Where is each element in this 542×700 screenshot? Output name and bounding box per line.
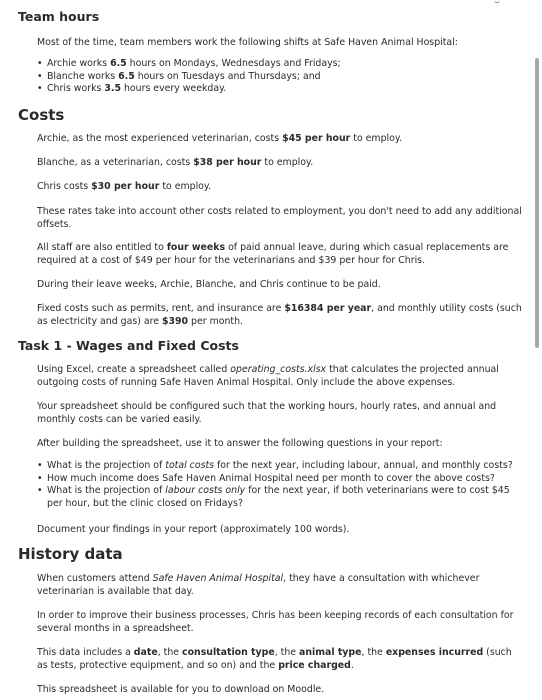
costs-heading: Costs: [18, 106, 65, 124]
fixed-costs-paragraph: Fixed costs such as permits, rent, and insurance are $16384 per year, and monthly utility costs (such as electricity and gas) are $390 per month.: [37, 303, 522, 327]
cost-blanche: Blanche, as a veterinarian, costs $38 per hour to employ.: [37, 157, 314, 168]
question-list: [37, 460, 517, 510]
history-p1: When customers attend Safe Haven Animal Hospital, they have a consultation with whichever veterinarian is available that day.: [37, 573, 480, 597]
cost-archie: Archie, as the most experienced veterinarian, costs $45 per hour to employ.: [37, 133, 403, 144]
task1-after: After building the spreadsheet, use it to answer the following questions in your report:: [37, 438, 443, 449]
task1-heading: Task 1 - Wages and Fixed Costs: [18, 338, 239, 353]
shift-item-blanche: • Blanche works 6.5 hours on Tuesdays and Thursdays; and: [37, 71, 517, 84]
annual-leave-paragraph: All staff are also entitled to four weeks of paid annual leave, during which casual replacements are required at a cost of $49 per hour for the veterinarians and $39 per hour for Chris.: [37, 242, 509, 266]
task1-config: Your spreadsheet should be configured such that the working hours, hourly rates, and annual and monthly costs can be varied easily.: [37, 401, 497, 425]
shift-list: [37, 58, 517, 96]
rates-note: These rates take into account other costs related to employment, you don't need to add any additional offsets.: [37, 206, 522, 230]
history-p3: This data includes a date, the consultation type, the animal type, the expenses incurred (such as tests, protective equipment, and so on) and the price charged.: [37, 647, 512, 671]
history-heading: History data: [18, 545, 123, 563]
task1-intro: Using Excel, create a spreadsheet called operating_costs.xlsx that calculates the projected annual outgoing costs of running Safe Haven Animal Hospital. Only include the above expenses.: [37, 364, 499, 388]
question-item-labour-costs: • What is the projection of labour costs only for the next year, if both veterinarians were to cost $45 per hour, but the clinic closed on Fridays?: [37, 485, 517, 510]
shift-item-archie: • Archie works 6.5 hours on Mondays, Wednesdays and Fridays;: [37, 58, 517, 71]
cost-chris: Chris costs $30 per hour to employ.: [37, 181, 212, 192]
history-p4: This spreadsheet is available for you to download on Moodle.: [37, 684, 325, 695]
question-item-total-costs: • What is the projection of total costs for the next year, including labour, annual, and monthly costs?: [37, 460, 517, 473]
scrollbar-thumb[interactable]: [535, 58, 539, 348]
team-hours-intro: Most of the time, team members work the following shifts at Safe Haven Animal Hospital:: [37, 37, 458, 48]
shift-item-chris: • Chris works 3.5 hours every weekday.: [37, 83, 517, 96]
question-item-monthly-income: • How much income does Safe Haven Animal Hospital need per month to cover the above costs?: [37, 473, 517, 486]
task1-document-note: Document your findings in your report (approximately 100 words).: [37, 524, 350, 535]
history-p2: In order to improve their business processes, Chris has been keeping records of each consultation for several months in a spreadsheet.: [37, 610, 514, 634]
team-hours-heading: Team hours: [18, 9, 100, 24]
leave-paid-paragraph: During their leave weeks, Archie, Blanche, and Chris continue to be paid.: [37, 279, 381, 290]
scroll-arc-decoration: [494, 0, 500, 3]
